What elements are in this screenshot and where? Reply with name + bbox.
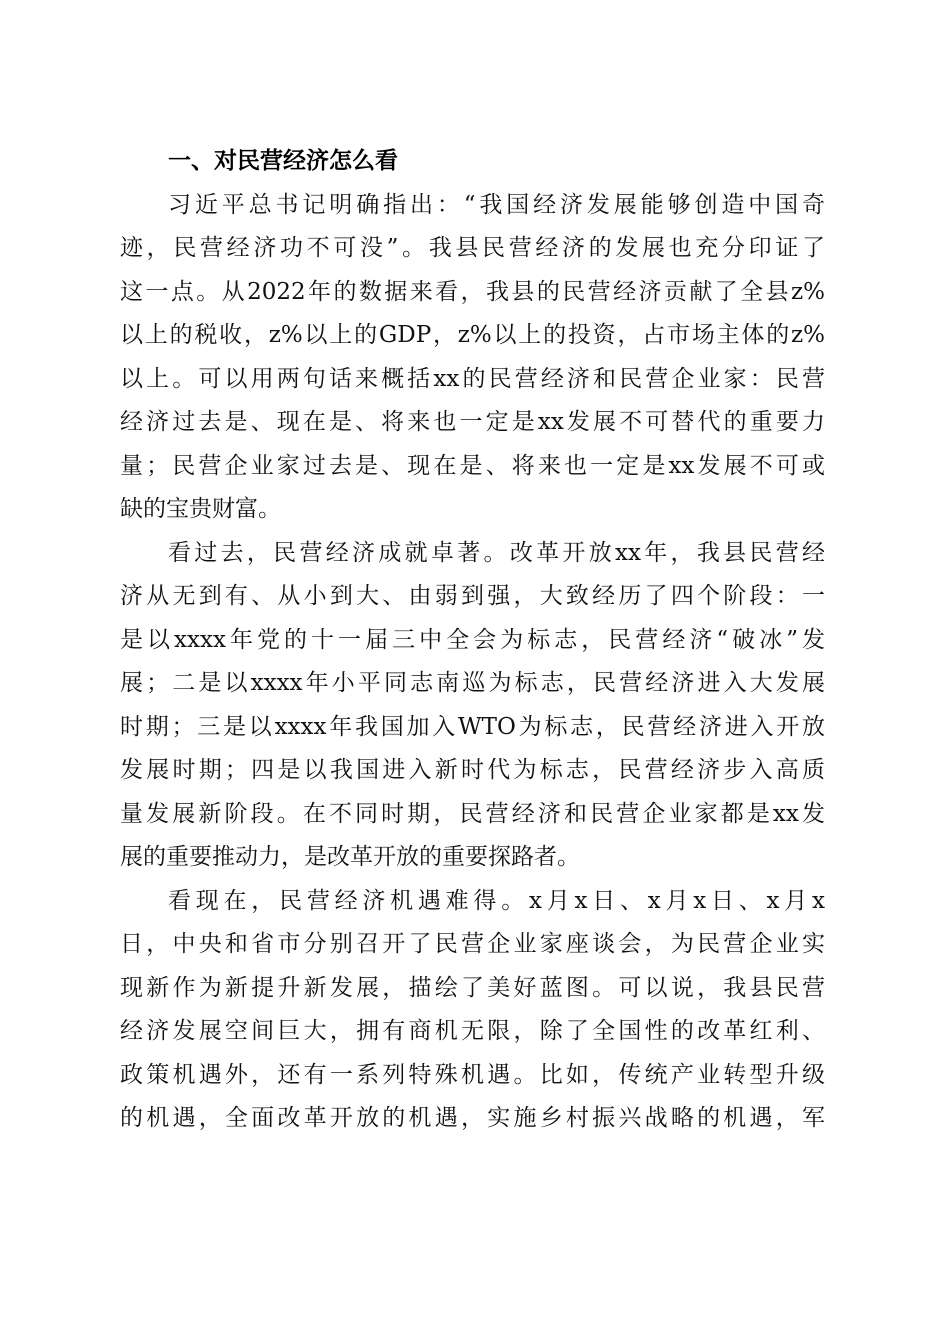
paragraph-line: 经济发展空间巨大，拥有商机无限，除了全国性的改革红利、	[120, 1018, 825, 1044]
paragraph-line: 展；二是以xxxx年小平同志南巡为标志，民营经济进入大发展	[120, 670, 825, 696]
paragraph-2	[120, 532, 825, 880]
paragraph-line: 以上。可以用两句话来概括xx的民营经济和民营企业家：民营	[120, 365, 825, 392]
paragraph-line: 经济过去是、现在是、将来也一定是xx发展不可替代的重要力	[120, 409, 825, 435]
paragraph-line: 发展时期；四是以我国进入新时代为标志，民营经济步入高质	[120, 757, 825, 783]
paragraph-3	[120, 880, 825, 1141]
paragraph-line: 缺的宝贵财富。	[120, 496, 281, 522]
paragraph-line: 看现在，民营经济机遇难得。x月x日、x月x日、x月x	[168, 887, 825, 914]
paragraph-line: 日，中央和省市分别召开了民营企业家座谈会，为民营企业实	[120, 931, 825, 957]
paragraph-line: 的机遇，全面改革开放的机遇，实施乡村振兴战略的机遇，军	[120, 1105, 825, 1131]
paragraph-line: 济从无到有、从小到大、由弱到强，大致经历了四个阶段：一	[120, 583, 825, 609]
paragraph-line: 以上的税收，z%以上的GDP，z%以上的投资，占市场主体的z%	[120, 322, 825, 348]
paragraph-line: 习近平总书记明确指出：“我国经济发展能够创造中国奇	[168, 191, 825, 218]
paragraph-line: 迹，民营经济功不可没”。我县民营经济的发展也充分印证了	[120, 235, 825, 261]
paragraph-line: 是以xxxx年党的十一届三中全会为标志，民营经济“破冰”发	[120, 626, 825, 653]
paragraph-line: 政策机遇外，还有一系列特殊机遇。比如，传统产业转型升级	[120, 1061, 825, 1088]
paragraph-line: 展的重要推动力，是改革开放的重要探路者。	[120, 844, 580, 870]
paragraph-line: 时期；三是以xxxx年我国加入WTO为标志，民营经济进入开放	[120, 713, 825, 740]
paragraph-line: 这一点。从2022年的数据来看，我县的民营经济贡献了全县z%	[120, 278, 825, 305]
document-body	[120, 140, 825, 1141]
paragraph-1	[120, 184, 825, 532]
paragraph-line: 看过去，民营经济成就卓著。改革开放xx年，我县民营经	[168, 539, 825, 566]
paragraph-line: 现新作为新提升新发展，描绘了美好蓝图。可以说，我县民营	[120, 974, 825, 1001]
section-heading: 一、对民营经济怎么看	[168, 148, 398, 174]
paragraph-line: 量发展新阶段。在不同时期，民营经济和民营企业家都是xx发	[120, 800, 825, 827]
paragraph-line: 量；民营企业家过去是、现在是、将来也一定是xx发展不可或	[120, 452, 825, 479]
